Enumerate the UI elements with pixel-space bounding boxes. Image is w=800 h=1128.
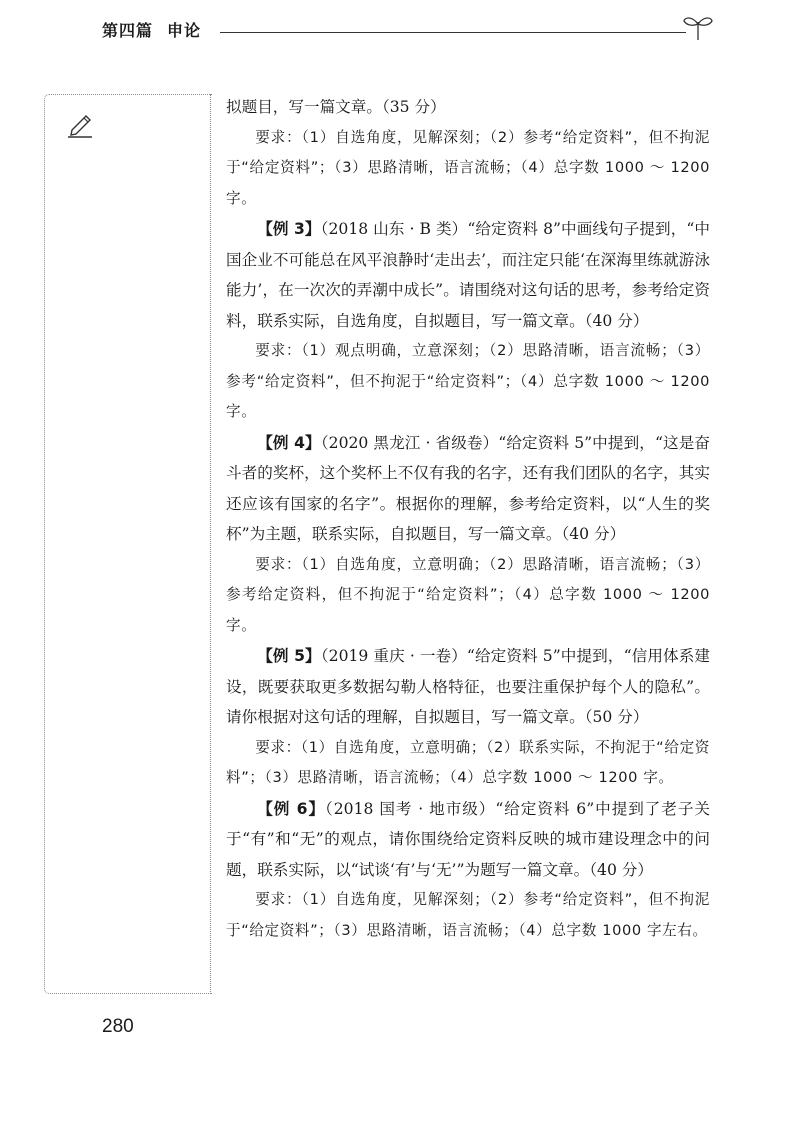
page-number: 280 (102, 1016, 134, 1037)
section-0-prompt: 拟题目，写一篇文章。（35 分） (226, 98, 446, 116)
example-3-requirement: 要求：（1）观点明确，立意深刻；（2）思路清晰，语言流畅；（3）参考“给定资料”，但不拘泥于“给定资料”；（4）总字数 1000 ～ 1200 字。 (226, 342, 710, 420)
example-6-prompt: （2018 国考 · 地市级）“给定资料 6”中提到了老子关于“有”和“无”的观点，请你围绕给定资料反映的城市建设理念中的问题，联系实际，以“试谈‘有’与‘无’”为题写一篇文章。（40 分） (226, 799, 710, 879)
notes-margin-divider (210, 94, 211, 994)
example-6 (226, 794, 710, 886)
sprout-icon (682, 12, 714, 42)
section-0-requirement: 要求：（1）自选角度，见解深刻；（2）参考“给定资料”，但不拘泥于“给定资料”；（3）思路清晰，语言流畅；（4）总字数 1000 ～ 1200 字。 (226, 128, 710, 207)
example-5-requirement: 要求：（1）自选角度，立意明确；（2）联系实际，不拘泥于“给定资料”；（3）思路清晰，语言流畅；（4）总字数 1000 ～ 1200 字。 (226, 738, 710, 786)
example-5-prompt: （2019 重庆 · 一卷）“给定资料 5”中提到，“信用体系建设，既要获取更多数据勾勒人格特征，也要注重保护每个人的隐私”。请你根据对这句话的理解，自拟题目，写一篇文章。（50 分） (226, 647, 710, 726)
main-text (226, 92, 710, 946)
pen-icon (66, 112, 94, 138)
example-3-prompt: （2018 山东 · B 类）“给定资料 8”中画线句子提到，“中国企业不可能总在风平浪静时‘走出去’，而注定只能‘在深海里练就游泳能力’，在一次次的弄潮中成长”。请围绕对这句话的思考，参考给定资料，联系实际，自选角度，自拟题目，写一篇文章。（40 分） (226, 220, 710, 330)
example-3-label: 【例 3】 (257, 220, 321, 238)
page-header (102, 12, 712, 52)
header-rule (220, 32, 686, 33)
example-4-requirement: 要求：（1）自选角度，立意明确；（2）思路清晰，语言流畅；（3）参考给定资料，但不拘泥于“给定资料”；（4）总字数 1000 ～ 1200 字。 (226, 555, 710, 634)
example-4-prompt: （2020 黑龙江 · 省级卷）“给定资料 5”中提到，“这是奋斗者的奖杯，这个奖杯上不仅有我的名字，还有我们团队的名字，其实还应该有国家的名字”。根据你的理解，参考给定资料，以“人生的奖杯”为主题，联系实际，自拟题目，写一篇文章。（40 分） (226, 433, 710, 543)
section-title (102, 18, 201, 41)
example-6-label: 【例 6】 (257, 799, 325, 818)
example-3 (226, 214, 710, 336)
example-4-label: 【例 4】 (257, 433, 321, 452)
example-4 (226, 428, 710, 550)
part-label: 第四篇 (102, 21, 154, 40)
example-5-label: 【例 5】 (257, 647, 321, 665)
example-5 (226, 641, 710, 733)
example-6-requirement: 要求：（1）自选角度，见解深刻；（2）参考“给定资料”，但不拘泥于“给定资料”；（3）思路清晰，语言流畅；（4）总字数 1000 字左右。 (226, 891, 710, 939)
subject-label: 申论 (167, 21, 202, 40)
notes-margin-box (44, 94, 212, 994)
